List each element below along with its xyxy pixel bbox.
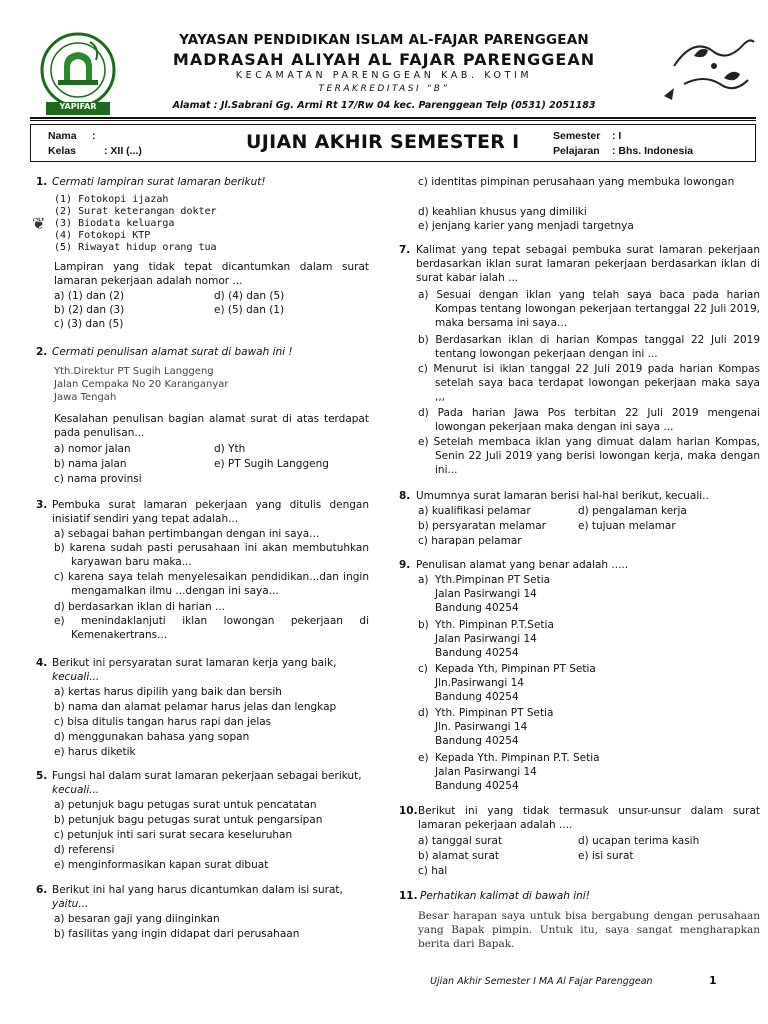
option-d[interactable]: d) ucapan terima kasih — [578, 835, 700, 847]
stem-text: Berikut ini persyaratan surat lamaran kerja yang baik, — [52, 657, 337, 669]
pelajaran-value: : Bhs. Indonesia — [612, 145, 694, 157]
option-d[interactable] — [418, 706, 553, 748]
list-item: (3) Biodata keluarga — [54, 218, 175, 229]
option-a[interactable]: a) sebagai bahan pertimbangan dengan ini saya... — [54, 528, 320, 540]
option-c[interactable]: c) hal — [418, 865, 448, 877]
list-item: (5) Riwayat hidup orang tua — [54, 242, 217, 253]
address-line: Bandung 40254 — [435, 602, 519, 614]
question-number: 5. — [36, 770, 48, 782]
option-b[interactable]: b) persyaratan melamar — [418, 520, 546, 532]
list-item: (2) Surat keterangan dokter — [54, 206, 217, 217]
question-number: 11. — [399, 890, 418, 902]
address-line: Jalan Pasirwangi 14 — [435, 766, 537, 778]
option-c[interactable]: c) Menurut isi iklan tanggal 22 Juli 2019 pada harian Kompas setelah saya baca terdapat lowongan pekerjaan maka saya ,,, — [418, 363, 760, 403]
stem-emphasis: kecuali... — [52, 671, 100, 683]
question-stem: Perhatikan kalimat di bawah ini! — [420, 890, 590, 902]
stem-emphasis: yaitu... — [52, 898, 89, 910]
district: KECAMATAN PARENGGEAN KAB. KOTIM — [235, 70, 533, 81]
option-a[interactable]: a) besaran gaji yang diinginkan — [54, 913, 220, 925]
sample-address — [54, 365, 229, 404]
school-address: Alamat : Jl.Sabrani Gg. Armi Rt 17/Rw 04 kec. Parenggean Telp (0531) 2051183 — [172, 100, 596, 111]
option-e[interactable]: e) Setelah membaca iklan yang dimuat dalam harian Kompas, Senin 22 Juli 2019 yang berisi lowongan kerja, maka dengan ini... — [418, 436, 760, 476]
stem-text: Berikut ini hal yang harus dicantumkan dalam isi surat, — [52, 884, 343, 896]
option-c[interactable]: c) nama provinsi — [54, 473, 142, 485]
question-stem: Kalimat yang tepat sebagai pembuka surat lamaran pekerjaan berdasarkan iklan surat lamaran pekerjaan berdasarkan iklan di surat kabar ialah ... — [416, 244, 760, 284]
address-line: Yth.Pimpinan PT Setia — [435, 574, 551, 586]
attachment-list — [54, 194, 217, 254]
option-a[interactable] — [418, 573, 550, 615]
option-d[interactable]: d) (4) dan (5) — [214, 290, 285, 302]
question-number: 9. — [399, 559, 411, 571]
question-text: Lampiran yang tidak tepat dicantumkan dalam surat lamaran pekerjaan adalah nomor ... — [54, 261, 369, 287]
question-number: 6. — [36, 884, 48, 896]
option-e[interactable]: e) isi surat — [578, 850, 634, 862]
option-d[interactable]: d) menggunakan bahasa yang sopan — [54, 731, 250, 743]
option-c[interactable]: c) identitas pimpinan perusahaan yang membuka lowongan — [418, 176, 735, 188]
option-b[interactable]: b) alamat surat — [418, 850, 499, 862]
address-line: Yth. Pimpinan P.T.Setia — [435, 619, 554, 631]
question-stem: Pembuka surat lamaran pekerjaan yang ditulis dengan inisiatif sendiri yang tepat adalah... — [52, 499, 369, 525]
address-line: Bandung 40254 — [435, 647, 519, 659]
semester-label: Semester — [553, 130, 601, 142]
option-a[interactable]: a) tanggal surat — [418, 835, 503, 847]
option-letter: a) — [418, 574, 429, 586]
option-d[interactable]: d) pengalaman kerja — [578, 505, 687, 517]
question-number: 2. — [36, 346, 48, 358]
pelajaran-label: Pelajaran — [553, 145, 600, 157]
question-number: 1. — [36, 176, 48, 188]
page-number: 1 — [709, 974, 717, 987]
option-a[interactable]: a) kualifikasi pelamar — [418, 505, 531, 517]
question-stem — [52, 883, 369, 911]
question-stem — [52, 769, 369, 797]
question-number: 7. — [399, 244, 411, 256]
option-b[interactable]: b) fasilitas yang ingin didapat dari perusahaan — [54, 928, 300, 940]
nama-field: : — [92, 130, 96, 142]
foundation-name: YAYASAN PENDIDIKAN ISLAM AL-FAJAR PARENGGEAN — [179, 32, 589, 48]
option-e[interactable]: e) tujuan melamar — [578, 520, 676, 532]
option-d[interactable]: d) berdasarkan iklan di harian ... — [54, 601, 226, 613]
option-letter: d) — [418, 707, 429, 719]
question-number: 8. — [399, 490, 411, 502]
address-line: Jawa Tengah — [54, 392, 117, 403]
address-line: Jalan Pasirwangi 14 — [435, 588, 537, 600]
question-stem: Penulisan alamat yang benar adalah ..... — [416, 559, 629, 571]
option-d[interactable]: d) keahlian khusus yang dimiliki — [418, 206, 587, 218]
school-name: MADRASAH ALIYAH AL FAJAR PARENGGEAN — [172, 50, 596, 69]
option-c[interactable] — [418, 662, 596, 704]
address-line: Yth.Direktur PT Sugih Langgeng — [54, 366, 214, 377]
option-e[interactable]: e) (5) dan (1) — [214, 304, 285, 316]
address-line: Jln. Pasirwangi 14 — [435, 721, 528, 733]
address-line: Jln.Pasirwangi 14 — [435, 677, 524, 689]
question-stem: Cermati penulisan alamat surat di bawah ini ! — [52, 346, 293, 358]
option-e[interactable] — [418, 751, 600, 793]
option-b[interactable] — [418, 618, 554, 660]
header-rule-thin — [30, 120, 756, 121]
kelas-label: Kelas — [48, 145, 77, 157]
kelas-field: : XII (...) — [104, 145, 142, 157]
semester-value: : I — [612, 130, 622, 142]
option-d[interactable]: d) Pada harian Jawa Pos terbitan 22 Juli 2019 mengenai lowongan pekerjaan maka dengan ini saya ... — [418, 407, 760, 433]
list-item: (4) Fotokopi KTP — [54, 230, 151, 241]
question-stem: Umumnya surat lamaran berisi hal-hal berikut, kecuali.. — [416, 490, 709, 502]
option-a[interactable]: a) kertas harus dipilih yang baik dan bersih — [54, 686, 282, 698]
question-stem — [52, 656, 369, 684]
stem-text: Fungsi hal dalam surat lamaran pekerjaan sebagai berikut, — [52, 770, 362, 782]
address-line: Bandung 40254 — [435, 780, 519, 792]
list-item: (1) Fotokopi ijazah — [54, 194, 169, 205]
option-d[interactable]: d) referensi — [54, 844, 115, 856]
flourish-icon: ❦ — [32, 214, 46, 233]
option-e[interactable]: e) harus diketik — [54, 746, 136, 758]
option-b[interactable]: b) petunjuk bagu petugas surat untuk pengarsipan — [54, 814, 323, 826]
address-line: Kepada Yth. Pimpinan P.T. Setia — [435, 752, 600, 764]
question-text: Kesalahan penulisan bagian alamat surat di atas terdapat pada penulisan... — [54, 413, 369, 439]
option-a[interactable]: a) Sesuai dengan iklan yang telah saya baca pada harian Kompas tentang lowongan pekerjaan tertanggal 22 Juli 2019, maka bersama ini saya... — [418, 289, 760, 329]
nama-label: Nama — [48, 130, 77, 142]
header-rule — [30, 117, 756, 119]
option-d[interactable]: d) Yth — [214, 443, 246, 455]
option-a[interactable]: a) (1) dan (2) — [54, 290, 125, 302]
option-a[interactable]: a) nomor jalan — [54, 443, 131, 455]
option-c[interactable]: c) harapan pelamar — [418, 535, 522, 547]
option-b[interactable]: b) nama dan alamat pelamar harus jelas dan lengkap — [54, 701, 337, 713]
question-stem: Cermati lampiran surat lamaran berikut! — [52, 176, 266, 188]
option-letter: c) — [418, 663, 428, 675]
address-line: Jalan Pasirwangi 14 — [435, 633, 537, 645]
address-line: Jalan Cempaka No 20 Karanganyar — [54, 379, 229, 390]
option-a[interactable]: a) petunjuk bagu petugas surat untuk pencatatan — [54, 799, 317, 811]
option-c[interactable]: c) petunjuk inti sari surat secara keseluruhan — [54, 829, 293, 841]
option-e[interactable]: e) menginformasikan kapan surat dibuat — [54, 859, 269, 871]
option-b[interactable]: b) (2) dan (3) — [54, 304, 125, 316]
page-footer: Ujian Akhir Semester I MA Al Fajar Parenggean — [430, 976, 653, 987]
option-letter: b) — [418, 619, 429, 631]
question-stem: Berikut ini yang tidak termasuk unsur-unsur dalam surat lamaran pekerjaan adalah .... — [418, 805, 760, 831]
option-e[interactable]: e) jenjang karier yang menjadi targetnya — [418, 220, 634, 232]
address-line: Yth. Pimpinan PT Setia — [435, 707, 554, 719]
stem-emphasis: kecuali... — [52, 784, 100, 796]
logo-text: YAPIFAR — [59, 102, 97, 111]
question-number: 10. — [399, 805, 418, 817]
option-e[interactable]: e) menindaklanjuti iklan lowongan pekerjaan di Kemenakertrans... — [54, 615, 369, 641]
question-number: 4. — [36, 657, 48, 669]
question-number: 3. — [36, 499, 48, 511]
option-c[interactable]: c) karena saya telah menyelesaikan pendidikan...dan ingin mengamalkan ilmu ...dengan ini saya... — [54, 571, 369, 597]
address-line: Kepada Yth, Pimpinan PT Setia — [435, 663, 596, 675]
option-b[interactable]: b) Berdasarkan iklan di harian Kompas tanggal 22 Juli 2019 tentang lowongan pekerjaan dengan ini ... — [418, 334, 760, 360]
accreditation: TERAKREDITASI “B” — [318, 84, 450, 94]
address-line: Bandung 40254 — [435, 735, 519, 747]
option-letter: e) — [418, 752, 429, 764]
address-line: Bandung 40254 — [435, 691, 519, 703]
option-e[interactable]: e) PT Sugih Langgeng — [214, 458, 329, 470]
option-c[interactable]: c) (3) dan (5) — [54, 318, 124, 330]
exam-title: UJIAN AKHIR SEMESTER I — [246, 131, 520, 153]
option-b[interactable]: b) karena sudah pasti perusahaan ini akan membutuhkan karyawan baru maka... — [54, 542, 369, 568]
quoted-sentence: Besar harapan saya untuk bisa bergabung dengan perusahaan yang Bapak pimpin. Untuk itu, saya sangat mengharapkan berita dari Bapak. — [418, 910, 760, 950]
option-b[interactable]: b) nama jalan — [54, 458, 127, 470]
option-c[interactable]: c) bisa ditulis tangan harus rapi dan jelas — [54, 716, 272, 728]
